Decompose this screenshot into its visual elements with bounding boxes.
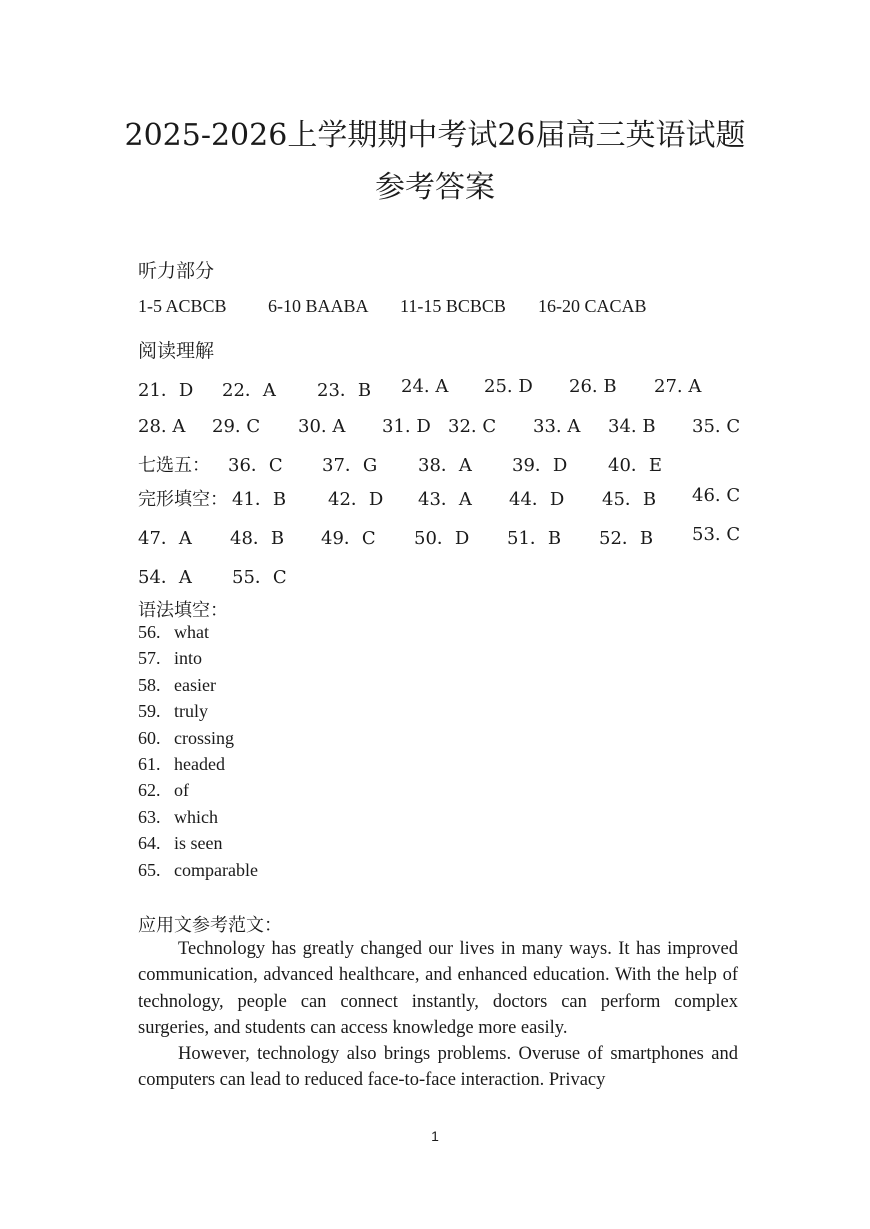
grammar-item: [138, 701, 208, 722]
section-label: 七选五：: [138, 455, 210, 476]
grammar-item: [138, 728, 234, 749]
answer-item: 43．A: [418, 489, 472, 510]
grammar-item-number: 58.: [138, 675, 161, 695]
answer-item: 50．D: [414, 528, 470, 549]
grammar-item-answer: which: [174, 807, 218, 827]
answer-item: 35. C: [692, 416, 741, 437]
answer-item: 22．A: [222, 380, 276, 401]
answer-item: 46. C: [692, 485, 741, 506]
section-label: 完形填空：: [138, 489, 228, 510]
grammar-item-answer: comparable: [174, 860, 258, 880]
grammar-item: [138, 807, 218, 828]
answer-item: 45．B: [602, 489, 657, 510]
answer-item: 54．A: [138, 567, 192, 588]
answer-item: 30. A: [298, 416, 346, 437]
cloze-answers-row-1: [138, 485, 741, 510]
answer-item: 34. B: [608, 416, 656, 437]
answer-item: 52．B: [599, 528, 654, 549]
page-number: 1: [431, 1128, 439, 1144]
grammar-item-number: 57.: [138, 648, 161, 668]
answer-item: 31. D: [382, 416, 431, 437]
grammar-item: [138, 648, 202, 669]
grammar-item-answer: what: [174, 622, 209, 642]
grammar-item: [138, 860, 258, 881]
reading-heading: 阅读理解: [138, 340, 215, 362]
answer-item: 41．B: [232, 489, 287, 510]
reading-answers-row-1: [138, 376, 738, 400]
answer-item: 36．C: [228, 455, 283, 476]
listening-group: 16-20 CACAB: [538, 296, 647, 316]
grammar-item-number: 63.: [138, 807, 161, 827]
answer-item: 42．D: [328, 489, 384, 510]
grammar-item-answer: easier: [174, 675, 216, 695]
grammar-item-answer: truly: [174, 701, 208, 721]
writing-paragraph: Technology has greatly changed our lives in many ways. It has improved communication, advanced healthcare, and enhanced education. With the help of technology, people can connect instantly, doctors can perform complex surgeries, and students can access knowledge more easily.: [138, 939, 738, 1038]
answer-item: 32. C: [448, 416, 497, 437]
answer-item: 26. B: [569, 376, 617, 397]
grammar-item-number: 59.: [138, 701, 161, 721]
answer-item: 27. A: [654, 376, 702, 397]
grammar-item: [138, 780, 189, 801]
answer-item: 55．C: [232, 567, 287, 588]
answer-item: 33. A: [533, 416, 581, 437]
answer-item: 37．G: [322, 455, 378, 476]
answer-item: 48．B: [230, 528, 285, 549]
answer-item: 49．C: [321, 528, 376, 549]
writing-sample: [138, 936, 738, 1094]
grammar-item: [138, 833, 223, 854]
grammar-item-answer: crossing: [174, 728, 234, 748]
answer-item: 28. A: [138, 416, 186, 437]
reading-answers-row-2: [138, 416, 741, 440]
document-title: 2025-2026上学期期中考试26届高三英语试题: [124, 118, 746, 153]
listening-answers: [138, 296, 738, 320]
answer-item: 38．A: [418, 455, 472, 476]
grammar-item-number: 56.: [138, 622, 161, 642]
answer-item: 53. C: [692, 524, 741, 545]
grammar-heading: 语法填空：: [138, 600, 228, 621]
answer-item: 47．A: [138, 528, 192, 549]
listening-group: 11-15 BCBCB: [400, 296, 506, 316]
listening-group: 6-10 BAABA: [268, 296, 369, 316]
answer-item: 23．B: [317, 380, 372, 401]
grammar-item: [138, 675, 216, 696]
answer-item: 25. D: [484, 376, 533, 397]
writing-paragraph: However, technology also brings problems. Overuse of smartphones and computers can lead to reduced face-to-face interaction. Privacy: [138, 1044, 738, 1091]
answer-item: 21．D: [138, 380, 194, 401]
grammar-item-answer: is seen: [174, 833, 223, 853]
answer-item: 44．D: [509, 489, 565, 510]
grammar-item-number: 60.: [138, 728, 161, 748]
cloze-answers-row-3: [138, 563, 738, 587]
answer-item: 29. C: [212, 416, 261, 437]
answer-item: 24. A: [401, 376, 449, 397]
answer-item: 40．E: [608, 455, 663, 476]
grammar-item-answer: headed: [174, 754, 225, 774]
grammar-item: [138, 754, 225, 775]
grammar-item-number: 65.: [138, 860, 161, 880]
document-subtitle: 参考答案: [375, 170, 495, 205]
grammar-item-number: 61.: [138, 754, 161, 774]
listening-group: 1-5 ACBCB: [138, 296, 227, 316]
seven-choose-five-answers: [138, 451, 738, 475]
grammar-item-number: 62.: [138, 780, 161, 800]
grammar-item-answer: into: [174, 648, 203, 668]
grammar-item: [138, 622, 209, 643]
grammar-item-answer: of: [174, 780, 189, 800]
answer-item: 51．B: [507, 528, 562, 549]
listening-heading: 听力部分: [138, 260, 215, 282]
answer-item: 39．D: [512, 455, 568, 476]
writing-heading: 应用文参考范文：: [138, 915, 282, 936]
grammar-item-number: 64.: [138, 833, 161, 853]
cloze-answers-row-2: [138, 524, 741, 549]
